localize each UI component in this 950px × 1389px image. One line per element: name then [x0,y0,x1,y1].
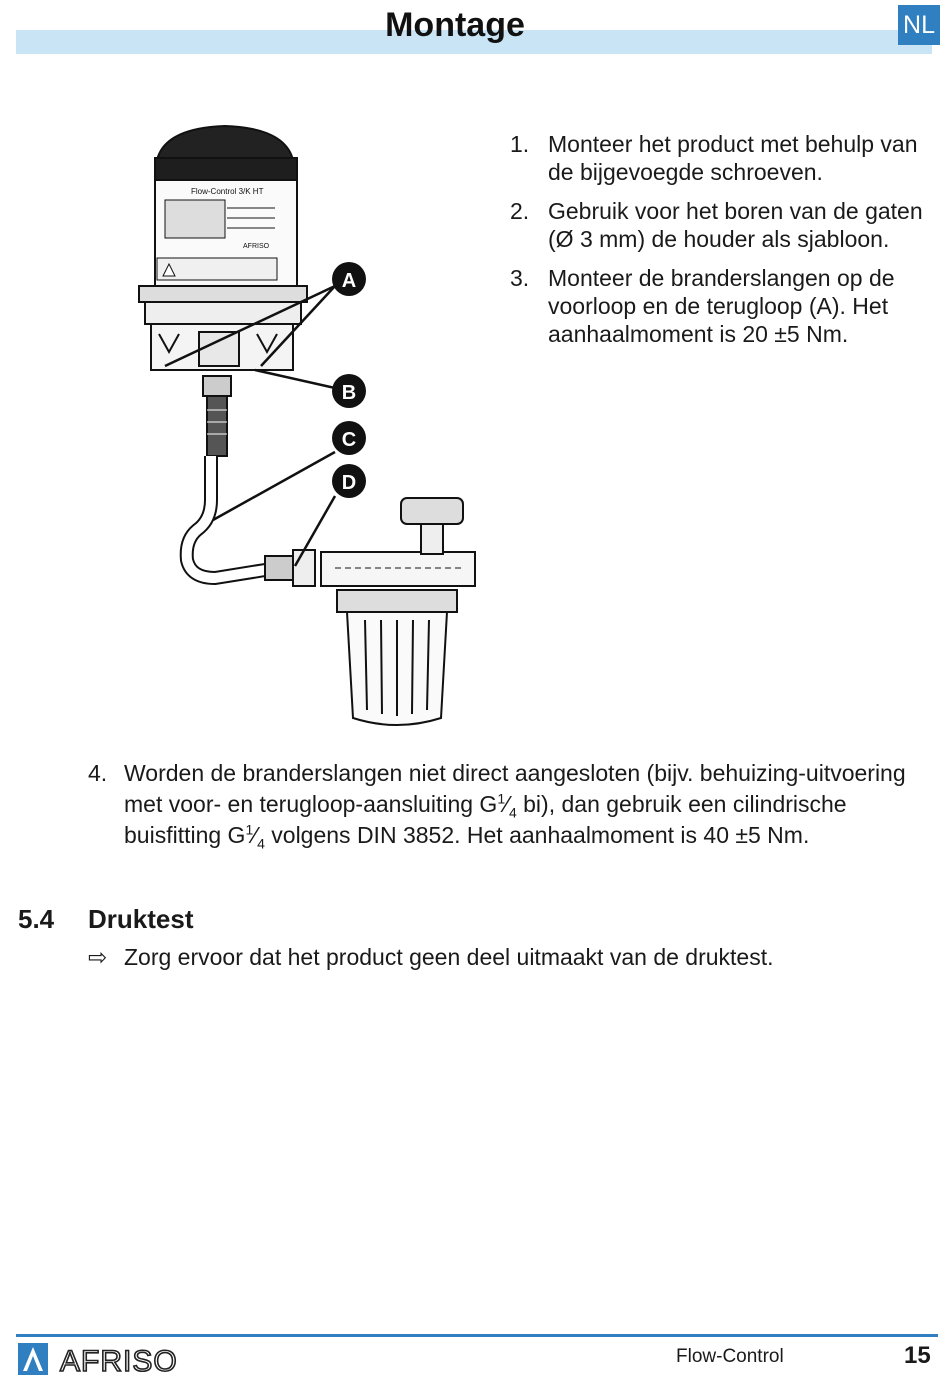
burner-hose [187,456,265,578]
callout-label-b: B [341,382,357,404]
list-item [510,197,930,253]
device-flange [139,286,307,302]
callout-b [332,374,366,408]
callout-label-a: A [341,270,357,292]
list-item [510,130,930,186]
instruction [88,942,774,972]
step-number: 4. [88,760,108,786]
device-brand: AFRISO [243,243,270,250]
hose-connector [265,556,295,580]
afriso-logo [18,1343,208,1377]
hose-fitting [207,396,227,456]
footer-divider [16,1334,938,1337]
callout-label-c: C [341,429,357,451]
callout-label-d: D [341,472,357,494]
valve-knob [401,498,463,524]
device-name: Flow-Control 3/K HT [191,187,264,196]
callout-a [332,262,366,296]
filter-ring [337,590,457,612]
step-text: Worden de branderslangen niet direct aangesloten (bijv. behuizing-uitvoering met voor- en terugloop-aansluiting $G^1⁄_4$ bi), dan gebruik een cilindrische buisfitting $G^1⁄_4$ volgens DIN 3852. Het aanhaalmoment is 40 ±5 Nm. [124,760,906,852]
hose-nut [203,376,231,396]
device-cap [157,126,293,160]
step-number: 2. [510,198,530,224]
callout-d [332,464,366,498]
page-number: 15 [904,1342,931,1369]
step-4 [88,758,918,851]
callout-c [332,421,366,455]
instruction-text: Zorg ervoor dat het product geen deel uitmaakt van de druktest. [124,944,774,970]
arrow-right-icon: ⇨ [88,944,108,970]
language-badge: NL [898,5,940,45]
step-number: 1. [510,131,530,157]
step-text: Monteer het product met behulp van de bijgevoegde schroeven. [548,131,918,185]
page-title: Montage [385,6,525,44]
footer-brand: AFRISO [60,1345,178,1377]
step-number: 3. [510,265,530,291]
footer-product-name: Flow-Control [676,1346,784,1367]
installation-illustration [135,120,495,740]
section-title: Druktest [88,904,194,934]
list-item [510,264,930,348]
steps-list [510,130,930,359]
step-text: Gebruik voor het boren van de gaten (Ø 3 mm) de houder als sjabloon. [548,198,923,252]
section-number: 5.4 [18,904,55,934]
step-text: Monteer de branderslangen op de voorloop en de terugloop (A). Het aanhaalmoment is 20 ±5 Nm. [548,265,895,347]
filter-head [321,552,475,586]
